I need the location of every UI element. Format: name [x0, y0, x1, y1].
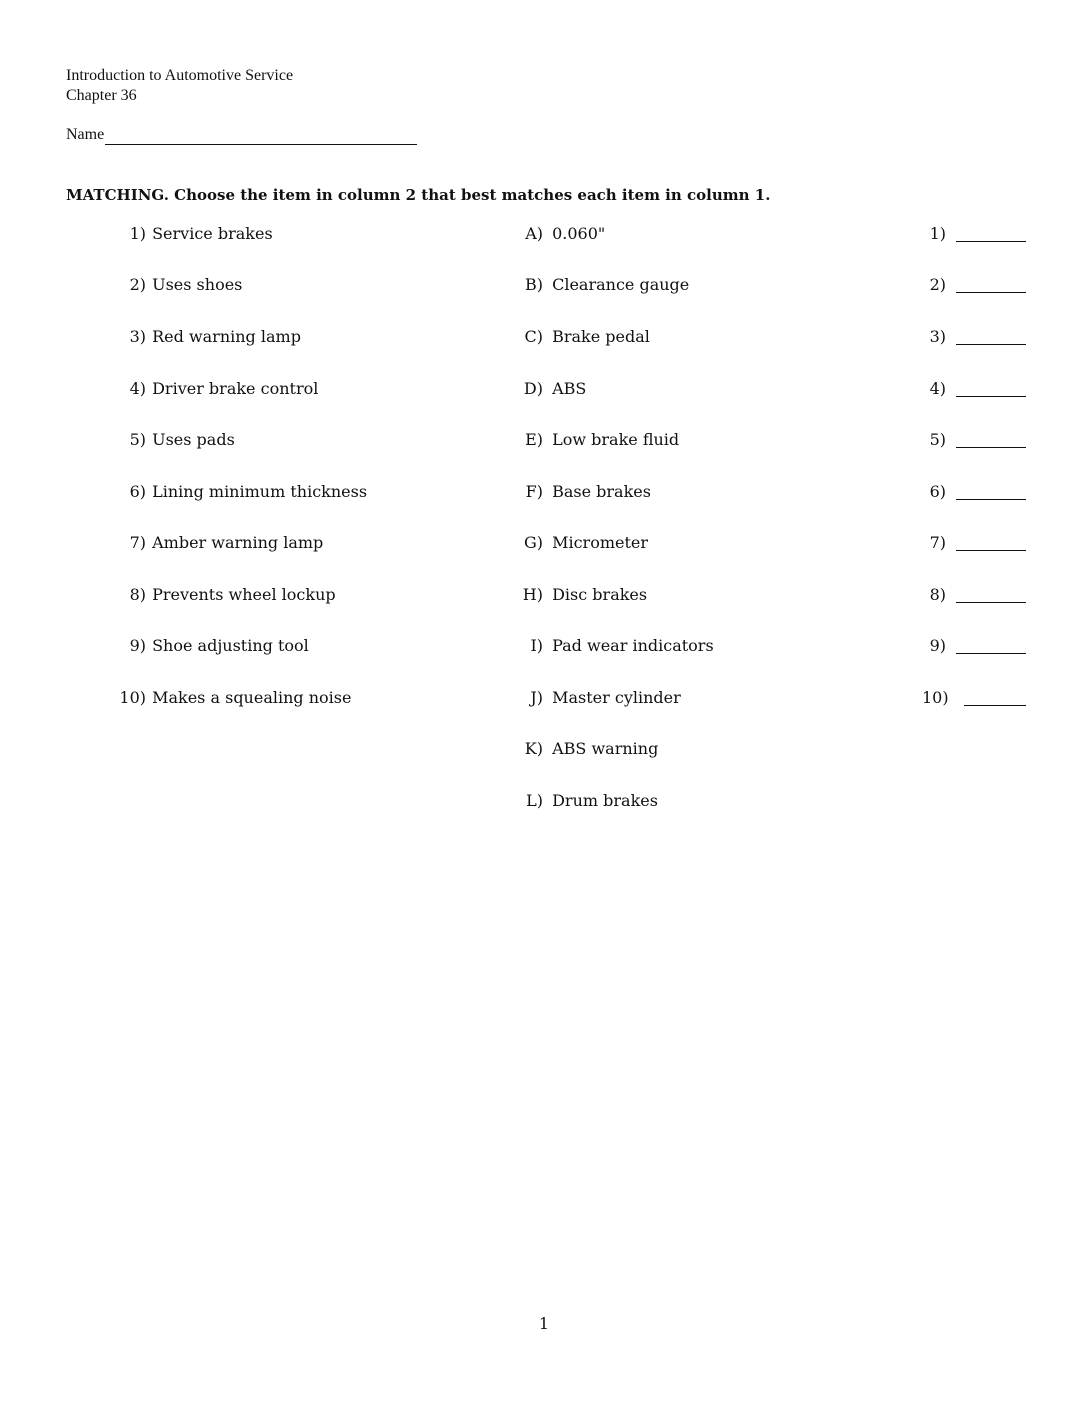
answer-slot[interactable] [922, 325, 1028, 349]
answer-slot[interactable] [922, 686, 1028, 710]
answer-blank[interactable] [956, 241, 1026, 242]
column2-text: Brake pedal [552, 327, 650, 346]
matching-row [0, 789, 1088, 813]
column2-letter: H) [522, 585, 543, 604]
name-field[interactable] [66, 125, 417, 145]
column2-item [515, 531, 875, 555]
answer-slot[interactable] [922, 634, 1028, 658]
answer-blank[interactable] [956, 550, 1026, 551]
column2-item [515, 789, 875, 813]
answer-blank[interactable] [956, 653, 1026, 654]
chapter-label: Chapter 36 [66, 87, 137, 104]
column1-number: 3) [129, 327, 146, 346]
column1-text: Prevents wheel lockup [152, 585, 336, 604]
matching-row [0, 737, 1088, 761]
column1-number: 8) [129, 585, 146, 604]
column2-letter: K) [524, 739, 543, 758]
column2-text: Drum brakes [552, 791, 658, 810]
column1-number: 6) [129, 482, 146, 501]
matching-instructions: MATCHING. Choose the item in column 2 that best matches each item in column 1. [66, 186, 771, 204]
answer-number: 9) [929, 636, 946, 655]
answer-blank[interactable] [956, 292, 1026, 293]
answer-blank[interactable] [956, 499, 1026, 500]
column1-number: 5) [129, 430, 146, 449]
column2-text: 0.060" [552, 224, 606, 243]
column1-item [118, 531, 438, 555]
column2-item [515, 634, 875, 658]
column1-number: 10) [119, 688, 146, 707]
column2-item [515, 686, 875, 710]
answer-number: 6) [929, 482, 946, 501]
matching-row [0, 273, 1088, 297]
answer-slot[interactable] [922, 531, 1028, 555]
answer-blank[interactable] [956, 344, 1026, 345]
column1-number: 9) [129, 636, 146, 655]
matching-row [0, 480, 1088, 504]
answer-slot[interactable] [922, 377, 1028, 401]
column1-text: Driver brake control [152, 379, 319, 398]
page-number: 1 [538, 1314, 550, 1333]
column2-item [515, 273, 875, 297]
answer-number: 8) [929, 585, 946, 604]
column1-number: 2) [129, 275, 146, 294]
column1-text: Uses shoes [152, 275, 243, 294]
column1-text: Service brakes [152, 224, 273, 243]
matching-row [0, 531, 1088, 555]
answer-blank[interactable] [956, 447, 1026, 448]
column1-item [118, 634, 438, 658]
answer-number: 4) [929, 379, 946, 398]
column2-letter: F) [525, 482, 543, 501]
column2-letter: E) [525, 430, 543, 449]
answer-number: 1) [929, 224, 946, 243]
column2-text: Master cylinder [552, 688, 681, 707]
answer-blank[interactable] [956, 396, 1026, 397]
answer-number: 2) [929, 275, 946, 294]
column2-letter: B) [525, 275, 543, 294]
column1-text: Shoe adjusting tool [152, 636, 309, 655]
column2-item [515, 377, 875, 401]
column2-text: ABS warning [552, 739, 659, 758]
answer-slot[interactable] [922, 583, 1028, 607]
column1-item [118, 428, 438, 452]
answer-blank[interactable] [956, 602, 1026, 603]
matching-row [0, 377, 1088, 401]
column2-letter: I) [530, 636, 543, 655]
answer-number: 5) [929, 430, 946, 449]
matching-row [0, 222, 1088, 246]
column1-item [118, 325, 438, 349]
answer-slot[interactable] [922, 222, 1028, 246]
column2-text: Pad wear indicators [552, 636, 714, 655]
column2-letter: G) [523, 533, 543, 552]
answer-number: 10) [922, 688, 949, 707]
column1-number: 4) [129, 379, 146, 398]
column2-text: Low brake fluid [552, 430, 680, 449]
column2-item [515, 428, 875, 452]
matching-row [0, 428, 1088, 452]
column1-item [118, 273, 438, 297]
column2-item [515, 480, 875, 504]
column1-text: Amber warning lamp [152, 533, 324, 552]
answer-number: 7) [929, 533, 946, 552]
column1-text: Makes a squealing noise [152, 688, 352, 707]
name-blank-line[interactable] [105, 128, 417, 145]
matching-row [0, 325, 1088, 349]
column1-item [118, 222, 438, 246]
column2-text: Disc brakes [552, 585, 648, 604]
matching-row [0, 686, 1088, 710]
column1-text: Lining minimum thickness [152, 482, 368, 501]
column1-text: Red warning lamp [152, 327, 301, 346]
column2-text: Base brakes [552, 482, 651, 501]
column1-item [118, 480, 438, 504]
column2-letter: J) [530, 688, 543, 707]
column2-item [515, 222, 875, 246]
column1-number: 1) [129, 224, 146, 243]
column1-item [118, 686, 438, 710]
column1-item [118, 377, 438, 401]
matching-row [0, 634, 1088, 658]
answer-number: 3) [929, 327, 946, 346]
matching-row [0, 583, 1088, 607]
answer-slot[interactable] [922, 273, 1028, 297]
column2-text: Micrometer [552, 533, 649, 552]
name-label: Name [66, 126, 105, 143]
answer-slot[interactable] [922, 428, 1028, 452]
column2-letter: D) [523, 379, 543, 398]
column2-letter: L) [526, 791, 543, 810]
column2-item [515, 325, 875, 349]
column1-text: Uses pads [152, 430, 235, 449]
column2-letter: A) [525, 224, 543, 243]
column2-letter: C) [524, 327, 543, 346]
course-title: Introduction to Automotive Service [66, 67, 294, 84]
answer-blank[interactable] [964, 705, 1026, 706]
column2-text: ABS [552, 379, 587, 398]
answer-slot[interactable] [922, 480, 1028, 504]
column2-text: Clearance gauge [552, 275, 690, 294]
column2-item [515, 737, 875, 761]
column2-item [515, 583, 875, 607]
column1-number: 7) [129, 533, 146, 552]
column1-item [118, 583, 438, 607]
